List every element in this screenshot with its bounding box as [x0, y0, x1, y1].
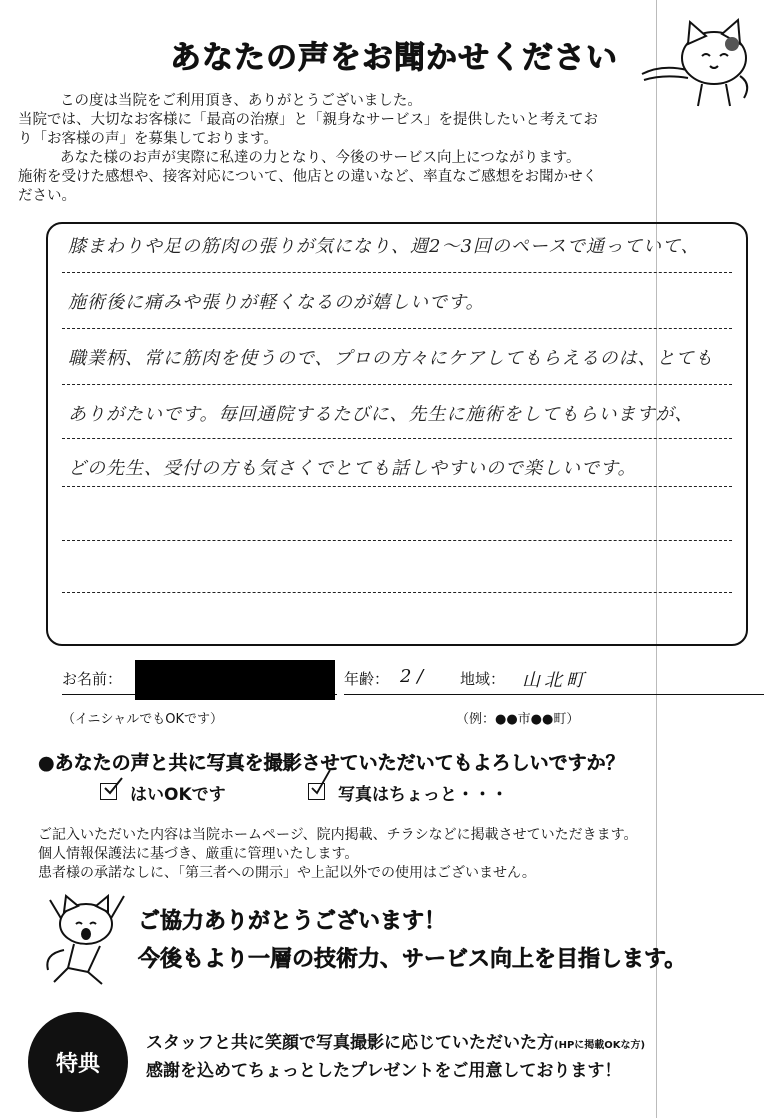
bonus-text: スタッフと共に笑顔で写真撮影に応じていただいた方 [146, 1033, 554, 1053]
age-label: 年齢： [344, 670, 390, 688]
age-value[interactable]: 2 / [400, 666, 424, 687]
thanks-line-2: 今後もより一層の技術力、サービス向上を目指します。 [138, 947, 687, 972]
intro-text [18, 92, 768, 206]
region-note: （例：●●市●●町） [456, 712, 580, 727]
intro-line: 当院では、大切なお客様に「最高の治療」と「親身なサービス」を提供したいと考えてお [18, 112, 598, 128]
dashed-rule [62, 592, 732, 593]
bonus-badge: 特典 [28, 1012, 128, 1112]
dashed-rule [62, 486, 732, 487]
page-title: あなたの声をお聞かせください [170, 40, 618, 76]
bonus-line-2: 感謝を込めてちょっとしたプレゼントをご用意しております！ [146, 1061, 622, 1081]
dashed-rule [62, 384, 732, 385]
dashed-rule [62, 272, 732, 273]
dashed-rule [62, 540, 732, 541]
dashed-rule [62, 438, 732, 439]
intro-line: この度は当院をご利用頂き、ありがとうございました。 [60, 93, 422, 109]
note-line: 個人情報保護法に基づき、厳重に管理いたします。 [38, 846, 359, 862]
check-mark-icon [308, 768, 332, 796]
dashed-rule [62, 328, 732, 329]
check-mark-icon [102, 776, 124, 796]
bonus-note: (HPに掲載OKな方) [554, 1040, 646, 1051]
handwritten-line: 施術後に痛みや張りが軽くなるのが嬉しいです。 [68, 292, 485, 313]
handwritten-line: 膝まわりや足の筋肉の張りが気になり、週2〜3回のペースで通っていて、 [68, 236, 700, 257]
handwritten-line: ありがたいです。毎回通院するたびに、先生に施術をしてもらいますが、 [68, 404, 694, 425]
thanks-line-1: ご協力ありがとうございます！ [138, 909, 447, 934]
intro-line: ださい。 [18, 188, 76, 204]
age-region-underline [344, 694, 764, 695]
intro-line: あなた様のお声が実際に私達の力となり、今後のサービス向上につながります。 [60, 150, 581, 166]
name-note: （イニシャルでもOKです） [62, 712, 223, 727]
name-label: お名前： [62, 670, 123, 688]
comment-box [46, 222, 748, 646]
note-line: 患者様の承諾なしに、「第三者への開示」や上記以外での使用はございません。 [38, 865, 536, 881]
intro-line: 施術を受けた感想や、接客対応について、他店との違いなど、率直なご感想をお聞かせく [18, 169, 598, 185]
bonus-line-1 [146, 1028, 645, 1053]
yes-option-label[interactable]: はいOKです [130, 785, 226, 805]
name-redaction [135, 660, 335, 700]
photo-question: ●あなたの声と共に写真を撮影させていただいてもよろしいですか？ [38, 752, 625, 774]
region-value[interactable]: 山北町 [522, 670, 588, 691]
handwritten-line: どの先生、受付の方も気さくでとても話しやすいので楽しいです。 [68, 458, 637, 479]
no-option-label[interactable]: 写真はちょっと・・・ [338, 785, 508, 805]
privacy-notes [38, 826, 637, 883]
handwritten-line: 職業柄、常に筋肉を使うので、プロの方々にケアしてもらえるのは、とても [68, 348, 714, 369]
intro-line: り「お客様の声」を募集しております。 [18, 131, 278, 147]
region-label: 地域： [460, 670, 506, 688]
dancing-cat-illustration [40, 890, 132, 990]
note-line: ご記入いただいた内容は当院ホームページ、院内掲載、チラシなどに掲載させていただきます。 [38, 827, 638, 843]
photo-options [100, 780, 620, 806]
